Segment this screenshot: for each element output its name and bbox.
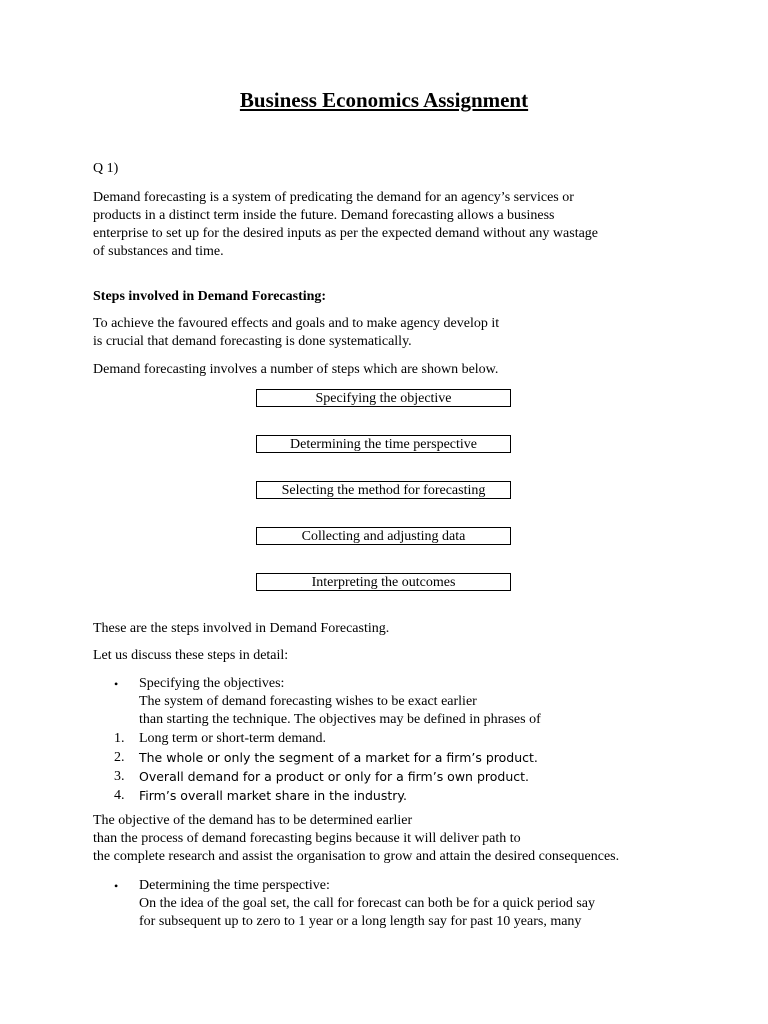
numbered-item-number: 4. (114, 788, 125, 803)
intro-line: enterprise to set up for the desired inputs as per the expected demand without any wastage (93, 226, 599, 241)
objective-line: than the process of demand forecasting begins because it will deliver path to (93, 831, 521, 846)
bullet-icon: • (114, 879, 119, 893)
bullet-line: Specifying the objectives: (139, 676, 285, 691)
intro-line: Demand forecasting is a system of predicating the demand for an agency’s services or (93, 190, 574, 205)
bullet-line: than starting the technique. The objectives may be defined in phrases of (139, 712, 541, 727)
step-box-specifying-objective: Specifying the objective (256, 389, 511, 407)
numbered-item-text: The whole or only the segment of a market for a firm’s product. (139, 750, 538, 765)
intro-line: products in a distinct term inside the future. Demand forecasting allows a business (93, 208, 555, 223)
document-title: Business Economics Assignment (239, 88, 529, 112)
bullet-line: The system of demand forecasting wishes to be exact earlier (139, 694, 477, 709)
bullet-line: On the idea of the goal set, the call for forecast can both be for a quick period say (139, 896, 595, 911)
bullet-line: Determining the time perspective: (139, 878, 330, 893)
numbered-item-number: 2. (114, 750, 125, 765)
numbered-item-text: Overall demand for a product or only for a firm’s own product. (139, 769, 529, 784)
objective-line: The objective of the demand has to be determined earlier (93, 813, 413, 828)
steps-summary: These are the steps involved in Demand Forecasting. (93, 621, 390, 636)
bullet-text (139, 675, 541, 729)
intro-paragraph (93, 189, 598, 261)
achieve-line: To achieve the favoured effects and goals and to make agency develop it (93, 316, 500, 331)
bullet-text (139, 877, 595, 931)
discuss-intro: Let us discuss these steps in detail: (93, 648, 289, 663)
achieve-paragraph (93, 315, 499, 351)
question-label: Q 1) (93, 161, 119, 176)
numbered-item-text: Firm’s overall market share in the industry. (139, 788, 407, 803)
step-box-time-perspective: Determining the time perspective (256, 435, 511, 453)
intro-line: of substances and time. (93, 244, 224, 259)
bullet-line: for subsequent up to zero to 1 year or a long length say for past 10 years, many (139, 914, 582, 929)
steps-intro: Demand forecasting involves a number of steps which are shown below. (93, 362, 499, 377)
achieve-line: is crucial that demand forecasting is done systematically. (93, 334, 412, 349)
numbered-item-text: Long term or short-term demand. (139, 731, 327, 746)
numbered-item-number: 1. (114, 731, 125, 746)
step-box-forecasting-method: Selecting the method for forecasting (256, 481, 511, 499)
numbered-item-number: 3. (114, 769, 125, 784)
step-box-interpreting-outcomes: Interpreting the outcomes (256, 573, 511, 591)
objective-paragraph (93, 812, 619, 866)
objective-line: the complete research and assist the organisation to grow and attain the desired consequences. (93, 849, 620, 864)
step-box-collecting-data: Collecting and adjusting data (256, 527, 511, 545)
steps-heading: Steps involved in Demand Forecasting: (93, 289, 327, 304)
bullet-icon: • (114, 677, 119, 691)
